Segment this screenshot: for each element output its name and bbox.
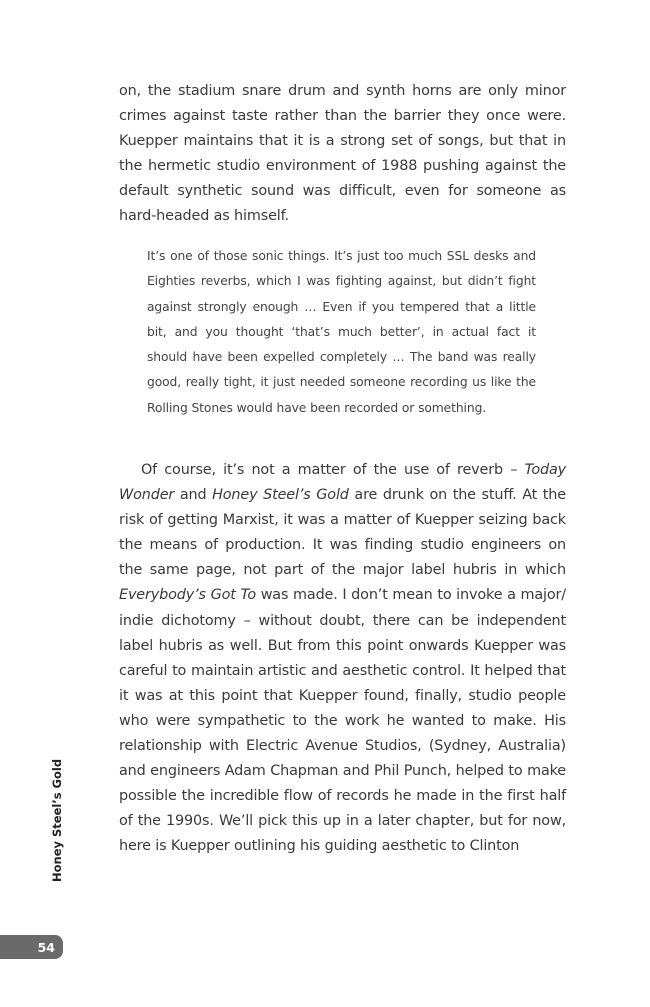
album-title-everybodys-got-to: Everybody’s Got To — [119, 587, 256, 604]
block-quote: It’s one of those sonic things. It’s just too much SSL desks and Eighties reverbs, which I was fighting against, but didn’t fight against strongly enough … Even if you tempered that a little bit, and you thought ‘that’s much better’, in actual fact it should have been expelled completely … The band was really good, really tight, it just needed someone recording us like the Rolling Stones would have been recorded or something. — [147, 249, 536, 415]
paragraph-text-segment: Of course, it’s not a matter of the use of reverb – — [141, 462, 525, 478]
paragraph-text-segment: was made. I don’t mean to invoke a major/ indie dichotomy – without doubt, there can be independent label hubris as well. But from this point onwards Kuepper was careful to maintain artistic and aesthetic control. It helped that it was at this point that Kuepper found, finally, studio people who were sympathetic to the work he wanted to make. His relationship with Electric Avenue Studios, (Sydney, Australia) and engineers Adam Chapman and Phil Punch, helped to make possible the incredible flow of records he made in the first half of the 1990s. We’ll pick this up in a later chapter, but for now, here is Kuepper outlining his guiding aesthetic to Clinton — [119, 587, 566, 855]
running-title: Honey Steel’s Gold — [50, 758, 64, 882]
body-paragraph-continued: on, the stadium snare drum and synth horns are only minor crimes against taste rather than the barrier they once were. Kuepper maintains that it is a strong set of songs, but that in the hermetic studio environment of 1988 pushing against the default synthetic sound was difficult, even for someone as hard-headed as himself. — [119, 83, 566, 225]
body-paragraph — [119, 458, 566, 860]
page-number: 54 — [37, 939, 55, 955]
paragraph-text-segment: are drunk on the stuff. At the risk of getting Marxist, it was a matter of Kuepper seizing back the means of production. It was finding studio engineers on the same page, not part of the major label hubris in which — [119, 487, 566, 579]
album-title-today-wonder: Today Wonder — [119, 462, 566, 504]
page-number-tab — [0, 935, 63, 959]
album-title-honey-steels-gold: Honey Steel’s Gold — [212, 487, 349, 504]
paragraph-text-segment: and — [174, 487, 213, 504]
